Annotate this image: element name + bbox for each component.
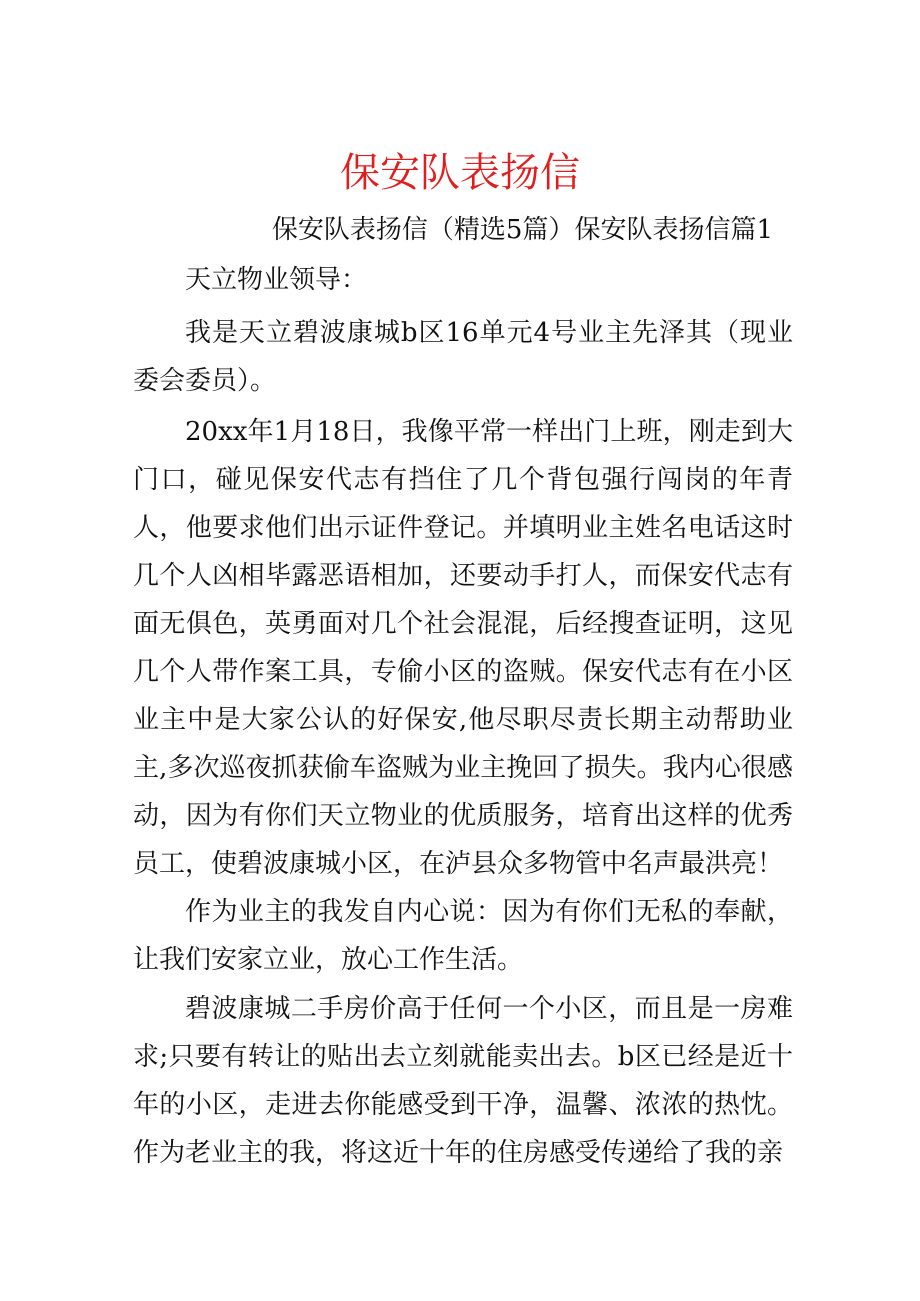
paragraph-incident: 20xx年1月18日，我像平常一样出门上班，刚走到大门口，碰见保安代志有挡住了几个背包强行闯岗的年青人，他要求他们出示证件登记。并填明业主姓名电话这时几个人凶相毕露恶语相加，还要动手打人，而保安代志有面无俱色，英勇面对几个社会混混，后经搜查证明，这见几个人带作案工具，专偷小区的盗贼。保安代志有在小区业主中是大家公认的好保安,他尽职尽责长期主动帮助业主,多次巡夜抓获偷车盗贼为业主挽回了损失。我内心很感动，因为有你们天立物业的优质服务，培育出这样的优秀员工，使碧波康城小区，在泸县众多物管中名声最洪亮！ [133,417,793,879]
document-title: 保安队表扬信 [340,150,580,196]
document-subtitle: 保安队表扬信（精选5篇）保安队表扬信篇1 [271,215,773,245]
paragraph-housing: 碧波康城二手房价高于任何一个小区，而且是一房难求;只要有转让的贴出去立刻就能卖出去。b区已经是近十年的小区，走进去你能感受到干净，温馨、浓浓的热忱。作为老业主的我，将这近十年的住房感受传递给了我的亲 [133,994,793,1168]
paragraph-gratitude: 作为业主的我发自内心说：因为有你们无私的奉献，让我们安家立业，放心工作生活。 [133,897,793,975]
paragraph-intro: 我是天立碧波康城b区16单元4号业主先泽其（现业委会委员）。 [133,318,793,396]
salutation: 天立物业领导： [185,265,368,295]
